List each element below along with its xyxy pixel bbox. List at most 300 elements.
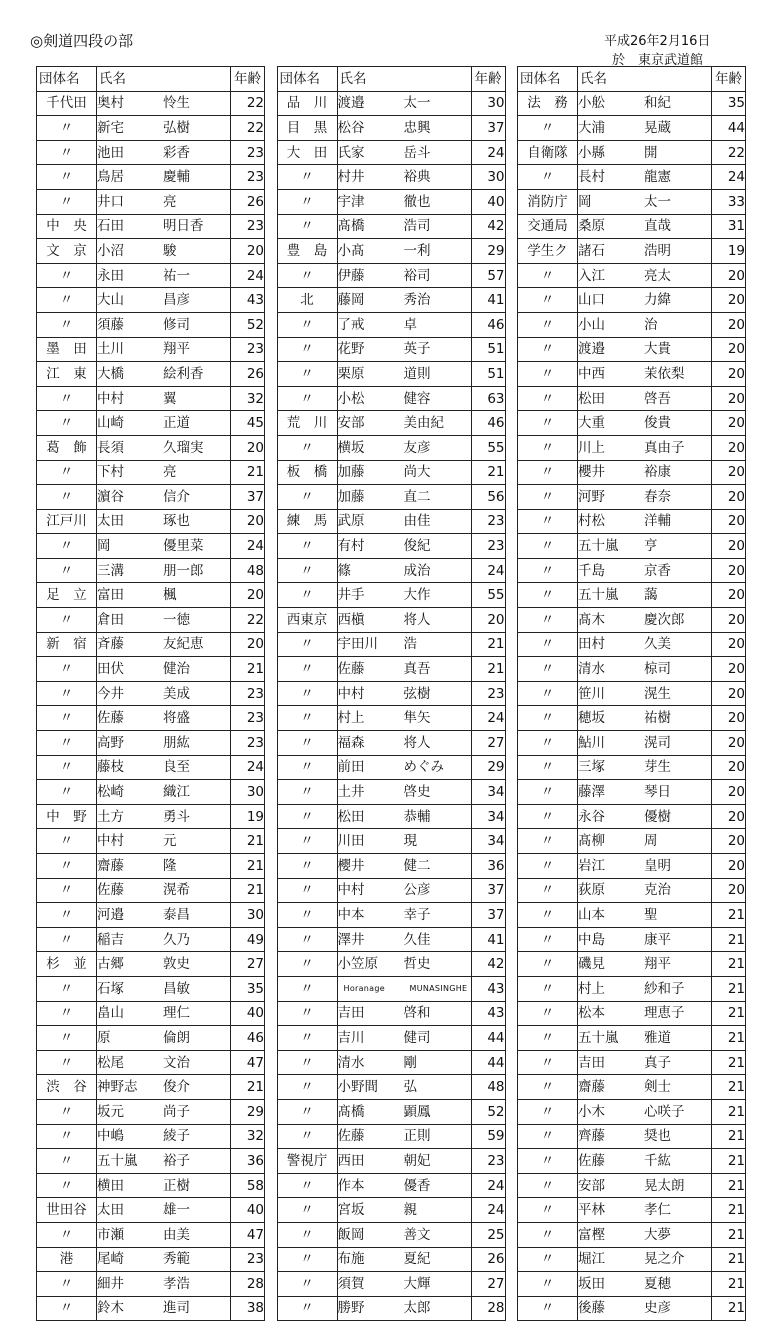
group-cell: 〃 [277,1099,337,1124]
group-cell: 足 立 [37,583,97,608]
surname: 川上 [578,439,605,456]
group-cell: 〃 [37,558,97,583]
age-cell: 20 [712,534,746,559]
given-name: 龍憲 [644,169,671,186]
table-row [37,239,265,264]
surname: 加藤 [337,464,365,481]
group-cell: 〃 [518,1124,578,1149]
column-header-age: 年齢 [471,67,505,92]
group-cell: 〃 [37,485,97,510]
surname: 櫻井 [578,464,605,481]
age-cell: 51 [471,337,505,362]
surname: 横田 [97,1177,124,1194]
surname: 中村 [97,833,124,850]
group-cell: 文 京 [37,239,97,264]
age-cell: 21 [471,632,505,657]
table-row [37,731,265,756]
age-cell: 43 [471,976,505,1001]
age-cell: 24 [231,534,265,559]
table-row [277,976,505,1001]
age-cell: 45 [231,411,265,436]
name-cell [337,878,471,903]
age-cell: 21 [712,927,746,952]
roster-table-1 [36,66,265,1321]
group-cell: 江 東 [37,362,97,387]
surname: 横坂 [337,439,365,456]
surname: 山崎 [97,415,124,432]
given-name: 卓 [403,316,417,333]
group-cell: 〃 [518,952,578,977]
table-row [277,337,505,362]
name-cell [578,854,712,879]
group-cell: 〃 [518,927,578,952]
table-row [518,1099,746,1124]
name-cell [578,165,712,190]
table-row [277,386,505,411]
group-cell: 〃 [37,1173,97,1198]
given-name: 祐樹 [644,710,671,727]
surname: 加藤 [337,488,365,505]
given-name: 久瑠実 [163,439,204,456]
age-cell: 27 [231,952,265,977]
surname: 吉田 [337,1005,365,1022]
name-cell [337,755,471,780]
given-name: 尚大 [403,464,431,481]
table-row [37,1026,265,1051]
table-row [277,1173,505,1198]
age-cell: 21 [712,976,746,1001]
given-name: 道則 [403,365,431,382]
name-cell [97,1149,231,1174]
group-cell: 〃 [37,411,97,436]
group-cell: 〃 [277,632,337,657]
surname: 永田 [97,267,124,284]
given-name: 啓吾 [644,390,671,407]
name-cell [578,804,712,829]
name-cell [97,558,231,583]
group-cell: 〃 [37,755,97,780]
age-cell: 23 [231,214,265,239]
given-name: 絵利香 [163,365,204,382]
name-cell [337,976,471,1001]
surname: 村上 [578,980,605,997]
age-cell: 20 [712,755,746,780]
surname: 氏家 [337,144,365,161]
age-cell: 23 [471,509,505,534]
age-cell: 43 [471,1001,505,1026]
name-cell [97,435,231,460]
name-cell [337,1001,471,1026]
table-row [518,435,746,460]
table-row [518,1075,746,1100]
name-cell [337,632,471,657]
given-name: 恭輔 [403,808,431,825]
group-cell: 〃 [518,1173,578,1198]
name-cell [578,534,712,559]
given-name: 元 [163,833,177,850]
group-cell: 〃 [518,435,578,460]
name-cell [578,1099,712,1124]
surname: 村上 [337,710,365,727]
column-header-group: 団体名 [518,67,578,92]
group-cell: 〃 [518,312,578,337]
given-name: 裕康 [644,464,671,481]
surname: 千島 [578,562,605,579]
header-row [37,67,265,92]
given-name: 晃太朗 [644,1177,685,1194]
header-row [518,67,746,92]
name-cell [337,411,471,436]
surname: 松本 [578,1005,605,1022]
table-row [37,1001,265,1026]
table-row [518,1124,746,1149]
name-cell [578,1075,712,1100]
surname: 坂元 [97,1103,124,1120]
surname: 松尾 [97,1054,124,1071]
surname: 佐藤 [578,1152,605,1169]
age-cell: 57 [471,263,505,288]
name-cell [97,165,231,190]
surname: 井口 [97,193,124,210]
given-name: 聖 [644,906,658,923]
given-name: 祐一 [163,267,190,284]
given-name: 亮 [163,193,177,210]
name-cell [578,927,712,952]
group-cell: 〃 [518,854,578,879]
name-cell [578,952,712,977]
surname: 了戒 [337,316,365,333]
table-row [518,1173,746,1198]
table-row [277,927,505,952]
table-row [277,878,505,903]
table-row [277,1149,505,1174]
given-name: 公彦 [403,882,431,899]
group-cell: 〃 [277,1198,337,1223]
surname: 濵谷 [97,488,124,505]
table-row [277,189,505,214]
table-row [37,804,265,829]
given-name: 美成 [163,685,190,702]
age-cell: 20 [712,411,746,436]
age-cell: 21 [231,1075,265,1100]
surname: 須藤 [97,316,124,333]
group-cell: 〃 [277,583,337,608]
surname: 佐藤 [337,1128,365,1145]
group-cell: 墨 田 [37,337,97,362]
age-cell: 21 [712,1296,746,1321]
given-name: 俊介 [163,1079,190,1096]
age-cell: 21 [712,1099,746,1124]
group-cell: 葛 飾 [37,435,97,460]
name-cell [337,681,471,706]
table-row [277,731,505,756]
table-row [277,780,505,805]
table-row [37,1222,265,1247]
group-cell: 〃 [518,509,578,534]
age-cell: 48 [471,1075,505,1100]
given-name: 秀範 [163,1251,190,1268]
group-cell: 〃 [277,706,337,731]
group-cell: 〃 [518,903,578,928]
name-cell [97,1026,231,1051]
group-cell: 〃 [518,460,578,485]
surname: 宇田川 [337,636,378,653]
surname: 清水 [578,661,605,678]
surname: 松田 [337,808,365,825]
surname: 永谷 [578,808,605,825]
given-name: 良至 [163,759,190,776]
group-cell: 交通局 [518,214,578,239]
column-header-age: 年齢 [231,67,265,92]
surname: 栗原 [337,365,365,382]
table-row [37,903,265,928]
name-cell [337,1272,471,1297]
name-cell [578,608,712,633]
age-cell: 20 [712,829,746,854]
given-name: 裕子 [163,1152,190,1169]
age-cell: 24 [471,1198,505,1223]
group-cell: 新 宿 [37,632,97,657]
age-cell: 58 [231,1173,265,1198]
table-row [518,116,746,141]
age-cell: 20 [712,657,746,682]
given-name: 文治 [163,1054,190,1071]
surname: 池田 [97,144,124,161]
group-cell: 〃 [277,1173,337,1198]
surname: 中島 [578,931,605,948]
given-name: 大作 [403,587,431,604]
age-cell: 26 [231,362,265,387]
name-cell [337,1026,471,1051]
given-name: 夏紀 [403,1251,431,1268]
table-row [518,337,746,362]
surname: 三溝 [97,562,124,579]
table-row [277,1001,505,1026]
age-cell: 21 [712,903,746,928]
given-name: 芽生 [644,759,671,776]
table-row [37,337,265,362]
given-name: 健治 [163,661,190,678]
surname: 村井 [337,169,365,186]
group-cell: 千代田 [37,91,97,116]
table-row [37,952,265,977]
group-cell: 大 田 [277,140,337,165]
name-cell [337,509,471,534]
given-name: 亨 [644,538,658,555]
age-cell: 33 [712,189,746,214]
roster-table-3 [517,66,746,1321]
table-row [37,362,265,387]
table-row [518,534,746,559]
name-cell [97,952,231,977]
age-cell: 23 [231,337,265,362]
column-header-age: 年齢 [712,67,746,92]
surname: 小野間 [337,1079,378,1096]
group-cell: 〃 [277,927,337,952]
name-cell [337,1198,471,1223]
age-cell: 37 [471,116,505,141]
surname: 篠 [337,562,351,579]
name-cell [337,460,471,485]
surname: 新宅 [97,119,124,136]
surname: 荻原 [578,882,605,899]
group-cell: 〃 [518,583,578,608]
surname: 尾崎 [97,1251,124,1268]
surname: 稲吉 [97,931,124,948]
surname: 今井 [97,685,124,702]
table-row [277,1272,505,1297]
surname: 磯見 [578,956,605,973]
table-row [277,558,505,583]
age-cell: 51 [471,362,505,387]
surname: 佐藤 [337,661,365,678]
age-cell: 22 [231,116,265,141]
surname: 大浦 [578,119,605,136]
group-cell: 〃 [518,780,578,805]
name-cell [337,386,471,411]
given-name: 敦史 [163,956,190,973]
table-row [518,1149,746,1174]
age-cell: 41 [471,288,505,313]
name-cell [578,288,712,313]
age-cell: 20 [712,288,746,313]
given-name: 雅道 [644,1029,671,1046]
table-row [277,583,505,608]
group-cell: 〃 [518,1075,578,1100]
name-cell [578,583,712,608]
group-cell: 品 川 [277,91,337,116]
group-cell: 〃 [518,632,578,657]
table-row [277,411,505,436]
event-venue: 於 東京武道館 [612,53,704,68]
name-cell [578,1001,712,1026]
given-name: 周 [644,833,658,850]
age-cell: 20 [712,312,746,337]
table-row [277,1050,505,1075]
age-cell: 23 [231,706,265,731]
table-row [37,681,265,706]
given-name: 泰昌 [163,906,190,923]
table-row [518,632,746,657]
age-cell: 20 [712,558,746,583]
table-row [37,534,265,559]
age-cell: 48 [231,558,265,583]
table-row [37,927,265,952]
surname: 太田 [97,1202,124,1219]
given-name: 史彦 [644,1300,671,1317]
given-name: 昌敏 [163,980,190,997]
age-cell: 23 [471,1149,505,1174]
age-cell: 41 [471,927,505,952]
age-cell: 23 [231,1247,265,1272]
given-name: 和紀 [644,95,671,112]
group-cell: 〃 [37,165,97,190]
table-row [518,1247,746,1272]
group-cell: 港 [37,1247,97,1272]
age-cell: 20 [231,583,265,608]
column-header-group: 団体名 [277,67,337,92]
surname: 佐藤 [97,882,124,899]
group-cell: 世田谷 [37,1198,97,1223]
name-cell [578,1124,712,1149]
group-cell: 〃 [518,362,578,387]
name-cell [337,1050,471,1075]
given-name: 朋一郎 [163,562,204,579]
group-cell: 江戸川 [37,509,97,534]
name-cell [97,903,231,928]
name-cell [97,927,231,952]
age-cell: 21 [712,1026,746,1051]
age-cell: 21 [712,952,746,977]
table-row [518,1198,746,1223]
group-cell: 〃 [518,165,578,190]
column-header-group: 団体名 [37,67,97,92]
name-cell [337,1075,471,1100]
table-row [37,509,265,534]
given-name: 弘樹 [163,119,190,136]
age-cell: 21 [471,460,505,485]
age-cell: 23 [231,165,265,190]
surname: 藤枝 [97,759,124,776]
surname: 五十嵐 [578,1029,619,1046]
given-name: 隆 [163,857,177,874]
table-row [277,829,505,854]
table-row [518,1272,746,1297]
name-cell [337,1124,471,1149]
table-row [277,214,505,239]
name-cell [97,1001,231,1026]
given-name: めぐみ [403,759,444,776]
group-cell: 〃 [518,1001,578,1026]
given-name: 正樹 [163,1177,190,1194]
name-cell [337,312,471,337]
name-cell [337,214,471,239]
surname: 河野 [578,488,605,505]
group-cell: 〃 [277,1272,337,1297]
surname: 五十嵐 [578,587,619,604]
surname: 中嶋 [97,1128,124,1145]
table-row [518,681,746,706]
age-cell: 37 [471,903,505,928]
name-cell [97,239,231,264]
group-cell: 〃 [277,1075,337,1100]
name-cell [578,878,712,903]
group-cell: 〃 [518,263,578,288]
surname: 西槇 [337,611,365,628]
given-name: 夏穂 [644,1275,671,1292]
given-name: 理仁 [163,1005,190,1022]
surname: 福森 [337,734,365,751]
name-cell [97,1272,231,1297]
name-cell [578,829,712,854]
table-row [277,706,505,731]
group-cell: 〃 [518,1026,578,1051]
table-row [277,460,505,485]
given-name: 秀治 [403,292,431,309]
age-cell: 21 [231,854,265,879]
table-row [277,435,505,460]
age-cell: 36 [471,854,505,879]
group-cell: 豊 島 [277,239,337,264]
age-cell: 21 [231,878,265,903]
given-name: 慶次郎 [644,611,685,628]
age-cell: 21 [712,1198,746,1223]
table-row [37,976,265,1001]
given-name: 真吾 [403,661,431,678]
name-cell [97,362,231,387]
age-cell: 20 [712,362,746,387]
age-cell: 44 [712,116,746,141]
